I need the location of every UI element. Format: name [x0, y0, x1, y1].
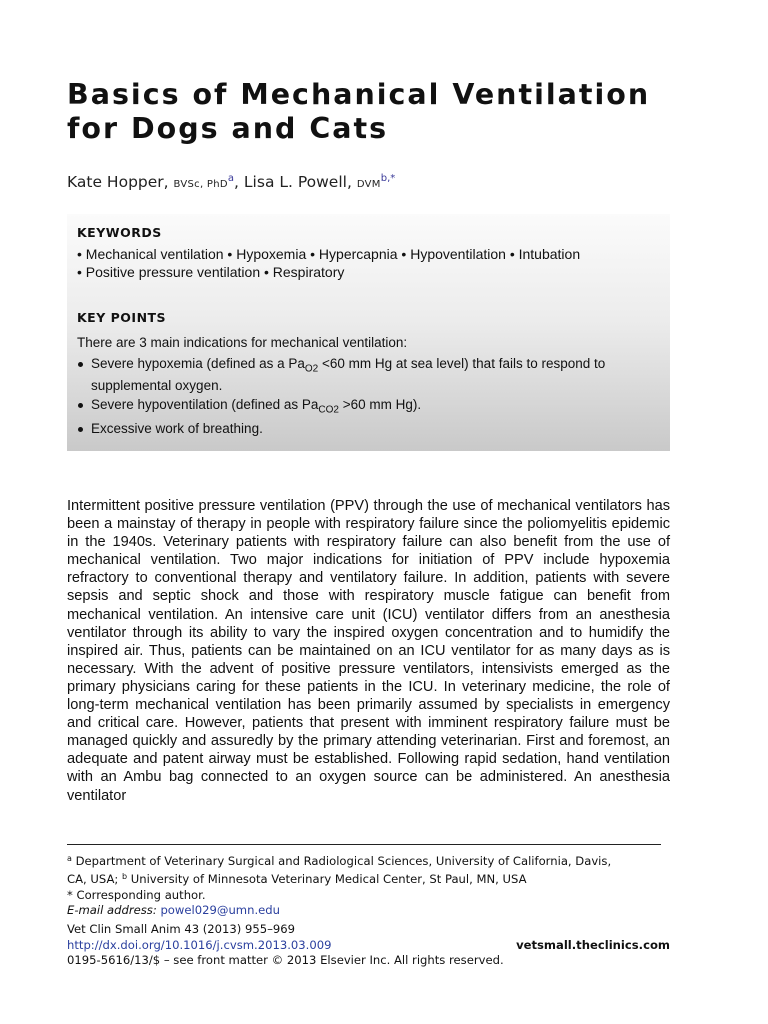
footnote-divider [67, 844, 661, 845]
footnote-a [67, 851, 667, 869]
key-point-item [77, 356, 652, 394]
footnote-a-text-cont: CA, USA; [67, 872, 122, 887]
key-points-list [77, 356, 652, 440]
email-label: E-mail address: [67, 902, 157, 917]
key-point-2-text-cont: >60 mm Hg). [338, 396, 422, 412]
doi-row [67, 938, 670, 954]
citation-line: Vet Clin Small Anim 43 (2013) 955–969 [67, 922, 296, 936]
key-point-item [77, 397, 652, 419]
article-title-line-2: for Dogs and Cats [67, 112, 389, 145]
key-point-1-subscript: O2 [304, 363, 319, 375]
author-2-name: Lisa L. Powell, [243, 173, 352, 191]
author-1-name: Kate Hopper, [67, 173, 169, 191]
article-title [67, 78, 707, 146]
key-points-intro: There are 3 main indications for mechanical ventilation: [77, 335, 408, 350]
key-point-item [77, 421, 652, 437]
keywords-line-1: • Mechanical ventilation • Hypoxemia • Hypercapnia • Hypoventilation • Intubation [77, 246, 581, 262]
key-point-2-text: Severe hypoventilation (defined as Pa [91, 396, 319, 412]
keywords-keypoints-box [67, 214, 670, 451]
body-paragraph: Intermittent positive pressure ventilation (PPV) through the use of mechanical ventilators has been a mainstay of therapy in people with respiratory failure since the poliomyelitis epidemic in the 1940s. Veterinary patients with respiratory failure can also benefit from the use of mechanical ventilation. Two major indications for initiation of PPV include hypoxemia refractory to conventional therapy and ventilatory failure. In addition, patients with severe sepsis and septic shock and those with respiratory muscle fatigue can benefit from mechanical ventilation. An intensive care unit (ICU) ventilator differs from an anesthesia ventilator through its ability to vary the inspired oxygen concentration and to humidify the inspired air. Thus, patients can be maintained on an ICU ventilator for as many days as is necessary. With the advent of positive pressure ventilators, intensivists emerged as the primary physicians caring for these patients in the ICU. In veterinary medicine, the role of long-term mechanical ventilation has been primarily assumed by specialists in emergency and critical care. However, patients that present with imminent respiratory failure must be managed quickly and assuredly by the primary attending veterinarian. First and foremost, an adequate and patent airway must be established. Following rapid sedation, hand ventilation with an Ambu bag connected to an oxygen source can be administered. An anesthesia ventilator [67, 498, 670, 804]
author-1-affiliation-mark[interactable]: a [227, 173, 235, 184]
author-1-degrees: BVSc, PhD [173, 179, 228, 190]
footnote-a-text: Department of Veterinary Surgical and Radiological Sciences, University of California, Davis, [71, 854, 612, 868]
footnote-a-mark: a [67, 854, 72, 863]
copyright-line: 0195-5616/13/$ – see front matter © 2013 Elsevier Inc. All rights reserved. [67, 953, 504, 967]
key-point-3-text: Excessive work of breathing. [91, 421, 263, 437]
key-points-heading: KEY POINTS [77, 310, 167, 325]
footnote-b-text: University of Minnesota Veterinary Medical Center, St Paul, MN, USA [127, 872, 527, 887]
author-line [67, 173, 395, 191]
keywords-list [77, 246, 580, 281]
footnote-b-mark: b [121, 872, 128, 882]
email-line [67, 903, 667, 918]
journal-site-link[interactable]: vetsmall.theclinics.com [516, 937, 670, 952]
author-2-affiliation-mark[interactable]: b,* [380, 173, 396, 184]
doi-link[interactable]: http://dx.doi.org/10.1016/j.cvsm.2013.03.009 [67, 937, 332, 952]
article-title-line-1: Basics of Mechanical Ventilation [67, 78, 651, 111]
key-point-2-subscript: CO2 [318, 404, 339, 416]
author-2-degrees: DVM [356, 179, 381, 190]
publication-meta [67, 922, 670, 969]
key-point-1-text: Severe hypoxemia (defined as a Pa [91, 356, 305, 371]
keywords-line-2: • Positive pressure ventilation • Respiratory [77, 263, 345, 280]
corresponding-author-note: * Corresponding author. [67, 887, 206, 902]
footnote-b [67, 869, 667, 887]
footnotes [67, 851, 667, 918]
author-separator: , [234, 173, 239, 191]
email-link[interactable]: powel029@umn.edu [160, 902, 280, 917]
keywords-heading: KEYWORDS [77, 225, 162, 240]
key-point-1-text-cont: <60 mm Hg at sea level) that fails to respond to supplemental oxygen. [91, 356, 606, 393]
